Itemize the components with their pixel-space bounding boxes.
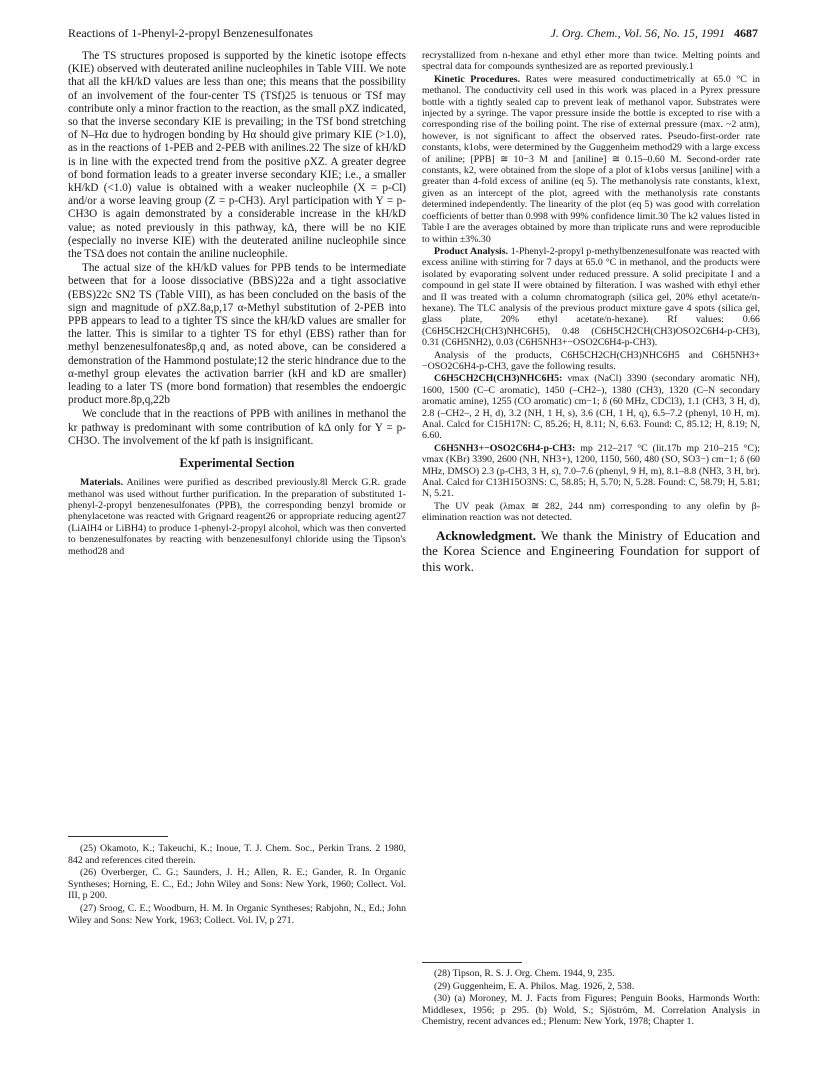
left-column: [68, 50, 406, 558]
paragraph-analysis: Analysis of the products, C6H5CH2CH(CH3)NHC6H5 and C6H5NH3+−OSO2C6H4-p-CH3, gave the following results.: [422, 349, 760, 372]
footnote-26: (26) Overberger, C. G.; Saunders, J. H.; Allen, R. E.; Gander, R. In Organic Syntheses; Horning, E. C., Ed.; John Wiley and Sons: New York, 1960; Collect. Vol. III, p 200.: [68, 867, 406, 902]
compound-2-body: mp 212–217 °C (lit.17b mp 210–215 °C); νmax (KBr) 3390, 2600 (NH, NH3+), 1200, 1150, 560, 480 (SO, SO3−) cm−1; δ (60 MHz, DMSO) 2.3 (p-CH3, 3 H, s), 7.0–7.6 (phenyl, 9 H, m), 8.1–8.8 (NH3, 3 H, br). Anal. Calcd for C13H15O3NS: C, 58.85; H, 5.70; N, 5.28. Found: C, 58.79; H, 5.81; N, 5.21.: [422, 442, 760, 500]
section-title: Experimental Section: [179, 456, 295, 471]
footnote-27: (27) Sroog, C. E.; Woodburn, H. M. In Organic Syntheses; Rabjohn, N., Ed.; John Wiley and Sons: New York, 1963; Collect. Vol. IV, p 271.: [68, 902, 406, 926]
materials-body: Anilines were purified as described previously.8l Merck G.R. grade methanol was used without further purification. In the preparation of substituted 1-phenyl-2-propyl benzenesulfonates (PPB), the corresponding benzyl bromide or phenylacetone was reacted with Grignard reagent26 or appropriate reducing agent27 (LiAlH4 or LiBH4) to produce 1-phenyl-2-propyl alcohol, which was then converted to benzenesulfonates by reacting with benzenesulfonyl chloride using the Tipson's method28 and: [68, 477, 406, 557]
experimental-text: [422, 50, 760, 524]
ack-label: Acknowledgment.: [436, 527, 537, 543]
kinetic-label: Kinetic Procedures.: [434, 73, 521, 85]
materials-text: [68, 477, 406, 557]
compound-1-label: C6H5CH2CH(CH3)NHC6H5:: [434, 373, 563, 385]
journal-volume: Vol. 56, No. 15, 1991: [623, 26, 725, 40]
compound-2-label: C6H5NH3+−OSO2C6H4-p-CH3:: [434, 442, 576, 454]
paragraph-compound-1: [422, 373, 760, 441]
paragraph-conclusion: We conclude that in the reactions of PPB with anilines in methanol the kr pathway is predominant with some contribution of kΔ only for Y = p-CH3O. The involvement of the kf path is insignificant.: [68, 408, 406, 447]
footnotes-left: [68, 843, 406, 927]
footnote-rule-right: [422, 962, 522, 963]
footnote-28: (28) Tipson, R. S. J. Org. Chem. 1944, 9, 235.: [434, 968, 615, 979]
kinetic-body: Rates were measured conductimetrically at 65.0 °C in methanol. The conductivity cell used in this work was placed in a Pyrex pressure bottle with a tightly sealed cap to prevent leak of methanol vapor. Substrates were injected by a syringe. The vapor pressure inside the bottle is excepted to rise with a corresponding rise of the boiling point. The rise of external pressure (max. ~2 atm), however, is not significant to affect the observed rates. Pseudo-first-order rate constants, k1obs, were determined by the Guggenheim method29 with a large excess of aniline; [PPB] ≅ 10−3 M and [aniline] ≅ 0.15–0.60 M. Second-order rate constants, k2, were obtained from the slope of a plot of k1obs versus [aniline] with a greater than 4-fold excess of aniline (eq 5). The methanolysis rate constants, k1ext, given as an intercept of the plot, agreed with the methanolysis rate constants determined independently. The linearity of the plot (eq 5) was good with correlation coefficients of better than 0.998 with 99% confidence limit.30 The k2 values listed in Table I are the averages obtained by more than triplicate runs and were reproducible to within ±3%.30: [422, 73, 760, 245]
page-number: 4687: [734, 26, 758, 40]
ack-body: We thank the Ministry of Education and the Korea Science and Engineering Foundation for support of this work.: [422, 527, 761, 574]
paragraph-product: [422, 246, 760, 349]
acknowledgment: [422, 528, 760, 575]
footnotes-right: [422, 968, 760, 1029]
journal-citation: [550, 26, 758, 41]
footnote-30: (30) (a) Moroney, M. J. Facts from Figures; Penguin Books, Harmonds Worth: Middlesex, 1956; p 295. (b) Wold, S.; Sjöström, M. Correlation Analysis in Chemistry, recent advances ed.; Plenum: New York, 1978; Chapter 1.: [422, 993, 760, 1028]
paragraph-compound-2: [422, 443, 760, 500]
product-label: Product Analysis.: [434, 245, 509, 257]
discussion-text: [68, 50, 406, 448]
paragraph-materials: [68, 477, 406, 557]
journal-name: J. Org. Chem.,: [550, 26, 621, 40]
footnote-29: (29) Guggenheim, E. A. Philos. Mag. 1926, 2, 538.: [434, 980, 635, 992]
materials-label: Materials.: [80, 477, 124, 489]
footnote-25: (25) Okamoto, K.; Takeuchi, K.; Inoue, T. J. Chem. Soc., Perkin Trans. 2 1980, 842 and references cited therein.: [68, 843, 406, 866]
paragraph-kh-kd: The actual size of the kH/kD values for PPB tends to be intermediate between that for a loose dissociative (BBS)22a and a tight associative (EBS)22c SN2 TS (Table VIII), as has been concluded on the basis of the sign and magnitude of ρXZ.8a,p,17 α-Methyl substitution of 2-PEB into PPB appears to lead to a tighter TS since the kH/kD values are smaller for the latter. This is similar to a tighter TS for ethyl (EBS) rather than for methyl benzenesulfonates8p,q and, as noted above, can be considered a demonstration of the Hammond postulate;12 the steric hindrance due to the α-methyl group elevates the activation barrier (kH and kD are smaller) leading to a later TS (more bond formation) that resembles the endoergic product more.8p,q,22b: [68, 262, 406, 407]
footnote-rule-left: [68, 836, 168, 837]
running-title: Reactions of 1-Phenyl-2-propyl Benzenesulfonates: [68, 26, 313, 40]
compound-1-body: νmax (NaCl) 3390 (secondary aromatic NH), 1600, 1500 (C–C aromatic), 1450 (–CH2–), 1380 (CH3), 1320 (C–N secondary aromatic amine), 1255 (CO aromatic) cm−1; δ (60 MHz, CDCl3), 1.1 (CH3, 3 H, d), 2.8 (–CH2–, 2 H, d), 3.2 (NH, 1 H, s), 3.6 (CH, 1 H, q), 6.5–7.2 (phenyl, 10 H, m). Anal. Calcd for C15H17N: C, 85.26; H, 8.11; N, 6.63. Found: C, 85.12; H, 8.19; N, 6.60.: [422, 373, 760, 442]
product-body: 1-Phenyl-2-propyl p-methylbenzenesulfonate was reacted with excess aniline with stirring for 7 days at 65.0 °C in methanol, and the products were isolated by evaporating solvent under reduced pressure. A solid precipitate I and a compound in gel state II were obtained by filteration. I was washed with ethyl ether and II was treated with a column chromatograph (silica gel, 20% ethyl acetate/n-hexane). The TLC analysis of the previous product mixture gave 4 spots (silica gel, glass plate, 20% ethyl acetate/n-hexane). Rf values: 0.66 (C6H5CH2CH(CH3)NHC6H5), 0.48 (C6H5CH2CH(CH3)OSO2C6H4-p-CH3), 0.31 (C6H5NH2), 0.03 (C6H5NH3+−OSO2C6H4-p-CH3).: [422, 245, 760, 349]
right-column: [422, 50, 760, 574]
paragraph-kinetic: [422, 74, 760, 245]
paragraph-uv: The UV peak (λmax ≅ 282, 244 nm) corresponding to any olefin by β-elimination reaction was not detected.: [422, 500, 760, 524]
paragraph-kie: The TS structures proposed is supported by the kinetic isotope effects (KIE) observed with deuterated aniline nucleophiles in Table VIII. We note that all the kH/kD values are less than one; this means that the possibility of an involvement of the four-center TS (TSf)25 is tenuous or TSf may contribute only a minor fraction to the reaction, as the small ρXZ indicated, so that the inverse secondary KIE is prevailing; in the TSf bond stretching of N–Hα due to hydrogen bonding by Hα should give primary KIE (>1.0), as in the reactions of 1-PEB and 2-PEB with anilines.22 The size of kH/kD is in line with the expected trend from the positive ρXZ. A greater degree of bond formation leads to a greater inverse secondary KIE; i.e., a smaller kH/kD (<1.0) value is obtained with a weaker nucleophile (X = p-Cl) and/or a worse leaving group (Z = p-CH3). Aryl participation with Y = p-CH3O is again demonstrated by a considerable increase in the kH/kD value; as noted previously in this pathway, kΔ, there will be no KIE (especially no inverse KIE) with the deuterated aniline nucleophile since the TSΔ does not contain the aniline nucleophile.: [68, 50, 406, 261]
running-header: [68, 26, 758, 44]
paragraph-continuation: recrystallized from n-hexane and ethyl ether more than twice. Melting points and spectral data for compounds synthesized are as reported previously.1: [422, 50, 760, 73]
